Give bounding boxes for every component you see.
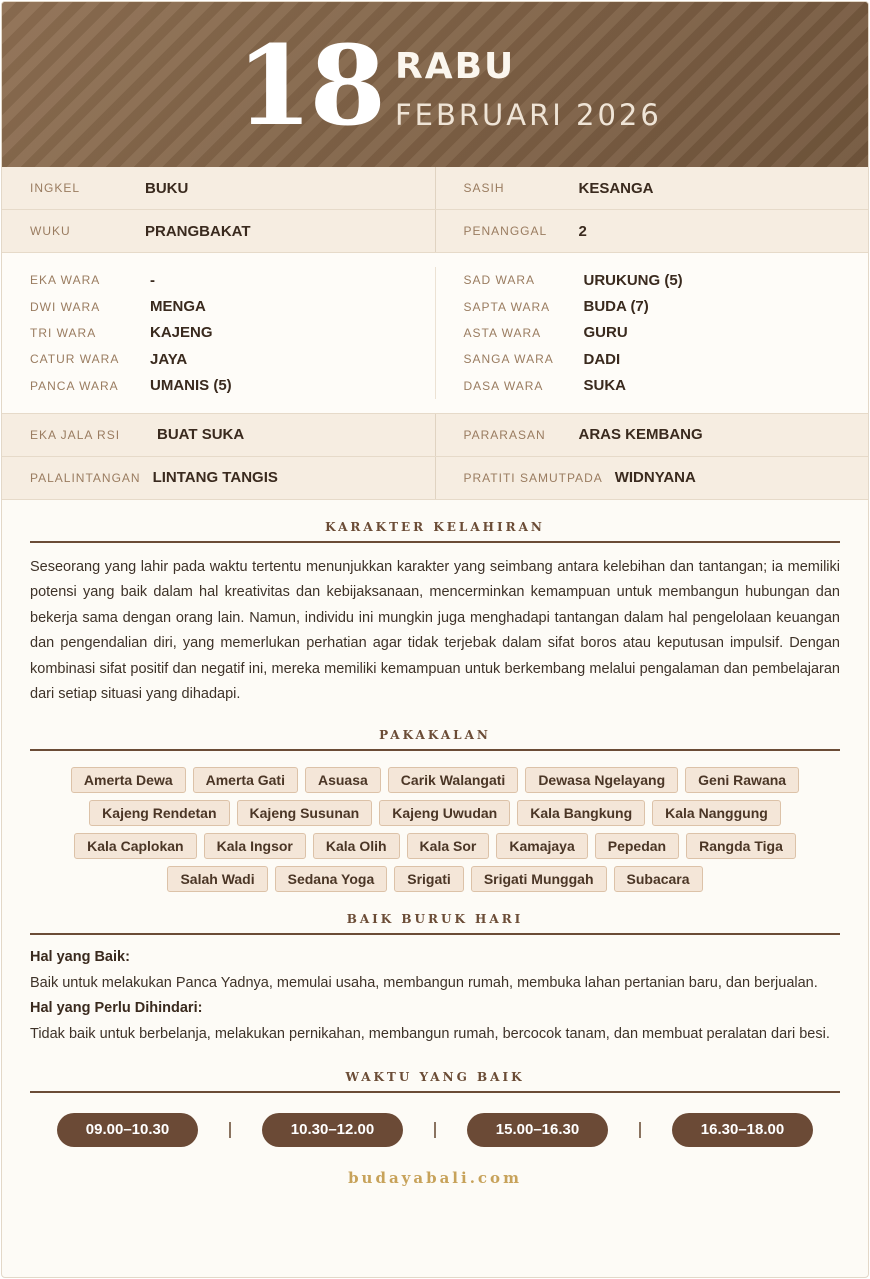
pakakalan-title: PAKAKALAN bbox=[30, 728, 840, 751]
pakakalan-tag: Kajeng Rendetan bbox=[89, 800, 229, 826]
wara-value: GURU bbox=[583, 324, 628, 342]
wara-value: SUKA bbox=[583, 377, 627, 395]
pakakalan-tag: Kamajaya bbox=[496, 833, 587, 859]
karakter-title: KARAKTER KELAHIRAN bbox=[30, 520, 840, 543]
info-label: PALALINTANGAN bbox=[30, 470, 141, 485]
pakakalan-tag: Pepedan bbox=[595, 833, 679, 859]
baik-buruk-title: BAIK BURUK HARI bbox=[30, 912, 840, 935]
wara-row bbox=[464, 373, 869, 399]
wara-label: EKA WARA bbox=[30, 273, 101, 288]
info-label: PARARASAN bbox=[463, 427, 546, 442]
info-label: EKA JALA RSI bbox=[30, 427, 121, 442]
wara-value: - bbox=[150, 271, 155, 289]
info-penanggal bbox=[435, 210, 869, 252]
wara-value: BUDA (7) bbox=[583, 298, 649, 316]
pakakalan-tag: Geni Rawana bbox=[685, 767, 799, 793]
pakakalan-tag: Amerta Gati bbox=[193, 767, 298, 793]
pakakalan-tag: Amerta Dewa bbox=[71, 767, 186, 793]
good-heading: Hal yang Baik: bbox=[30, 948, 130, 965]
info-value: 2 bbox=[578, 222, 587, 240]
wara-label: CATUR WARA bbox=[30, 352, 120, 367]
bad-text: Tidak baik untuk berbelanja, melakukan pernikahan, membangun rumah, bercocok tanam, dan membuat peralatan dari besi. bbox=[30, 1026, 830, 1043]
wara-label: DWI WARA bbox=[30, 299, 101, 314]
info-label: WUKU bbox=[30, 224, 71, 238]
wara-row bbox=[30, 293, 435, 319]
wara-value: UMANIS (5) bbox=[150, 377, 232, 395]
time-slot: 10.30–12.00 bbox=[262, 1113, 403, 1147]
calendar-card bbox=[1, 1, 869, 1278]
pakakalan-tag: Srigati bbox=[394, 866, 464, 892]
info-label: SASIH bbox=[463, 181, 505, 195]
info-value: BUKU bbox=[145, 179, 189, 197]
info-value: KESANGA bbox=[578, 179, 654, 197]
pakakalan-tag: Kala Olih bbox=[313, 833, 400, 859]
pakakalan-tag: Dewasa Ngelayang bbox=[525, 767, 678, 793]
pakakalan-tag: Asuasa bbox=[305, 767, 381, 793]
info-palalintangan bbox=[2, 457, 435, 499]
info-wuku bbox=[2, 210, 435, 252]
wara-label: SAD WARA bbox=[463, 273, 536, 288]
pakakalan-tag: Kala Sor bbox=[407, 833, 490, 859]
info-value: WIDNYANA bbox=[614, 469, 696, 487]
info-label: PRATITI SAMUTPADA bbox=[463, 470, 603, 485]
month-year: FEBRUARI 2026 bbox=[395, 98, 662, 132]
pakakalan-tags bbox=[32, 767, 838, 892]
time-slots bbox=[57, 1113, 813, 1147]
site-footer[interactable]: budayabali.com bbox=[348, 1168, 522, 1187]
info-pratiti-samutpada bbox=[435, 457, 869, 499]
wara-row bbox=[464, 267, 869, 293]
info-label: PENANGGAL bbox=[463, 224, 548, 238]
wara-label: SANGA WARA bbox=[463, 352, 554, 367]
waktu-title: WAKTU YANG BAIK bbox=[30, 1070, 840, 1093]
wara-value: KAJENG bbox=[150, 324, 213, 342]
pakakalan-tag: Kajeng Uwudan bbox=[379, 800, 510, 826]
wara-row bbox=[30, 373, 435, 399]
day-name: RABU bbox=[395, 46, 516, 87]
info-pararasan bbox=[435, 414, 869, 456]
info-value: ARAS KEMBANG bbox=[578, 426, 703, 444]
info-value: LINTANG TANGIS bbox=[152, 469, 278, 487]
pakakalan-tag: Kala Caplokan bbox=[74, 833, 196, 859]
pakakalan-tag: Rangda Tiga bbox=[686, 833, 796, 859]
wara-label: PANCA WARA bbox=[30, 378, 119, 393]
info-value: PRANGBAKAT bbox=[145, 222, 251, 240]
info-eka-jala-rsi bbox=[2, 414, 435, 456]
divider bbox=[434, 1122, 436, 1138]
wara-value: DADI bbox=[583, 350, 621, 368]
pakakalan-tag: Kala Bangkung bbox=[517, 800, 645, 826]
wara-value: JAYA bbox=[150, 350, 188, 368]
day-number: 18 bbox=[236, 21, 384, 150]
extra-row-2 bbox=[2, 457, 868, 500]
wara-table bbox=[2, 253, 868, 414]
karakter-text: Seseorang yang lahir pada waktu tertentu menunjukkan karakter yang seimbang antara kelebihan dan tantangan; ia memiliki potensi yang baik dalam hal kreativitas dan kebijaksanaan, mencerminkan kemampuan untuk membangun hubungan dan bekerja sama dengan orang lain. Namun, individu ini mungkin juga menghadapi tantangan dalam hal pengelolaan keuangan dan pengendalian diri, yang memerlukan perhatian agar tidak terjebak dalam sifat boros atau keputusan impulsif. Dengan kombinasi sifat positif dan negatif ini, mereka memiliki kemampuan untuk berkembang melalui pengalaman dan pembelajaran dari setiap situasi yang dihadapi. bbox=[30, 558, 840, 703]
info-value: BUAT SUKA bbox=[157, 426, 245, 444]
wara-value: URUKUNG (5) bbox=[583, 271, 683, 289]
pakakalan-tag: Sedana Yoga bbox=[275, 866, 388, 892]
pakakalan-tag: Kala Ingsor bbox=[204, 833, 306, 859]
pakakalan-tag: Carik Walangati bbox=[388, 767, 519, 793]
extra-row-1 bbox=[2, 414, 868, 457]
wara-label: ASTA WARA bbox=[463, 325, 542, 340]
bad-heading: Hal yang Perlu Dihindari: bbox=[30, 1000, 203, 1017]
wara-row bbox=[464, 320, 869, 346]
wara-row bbox=[30, 346, 435, 372]
wara-left-column bbox=[2, 267, 435, 399]
good-text: Baik untuk melakukan Panca Yadnya, memulai usaha, membangun rumah, membuka lahan pertanian baru, dan berjualan. bbox=[30, 974, 818, 991]
divider bbox=[229, 1122, 231, 1138]
wara-label: SAPTA WARA bbox=[463, 299, 551, 314]
wara-row bbox=[30, 267, 435, 293]
time-slot: 15.00–16.30 bbox=[467, 1113, 608, 1147]
pakakalan-tag: Kala Nanggung bbox=[652, 800, 781, 826]
wara-row bbox=[464, 293, 869, 319]
wara-label: TRI WARA bbox=[30, 325, 97, 340]
pakakalan-tag: Srigati Munggah bbox=[471, 866, 607, 892]
time-slot: 16.30–18.00 bbox=[672, 1113, 813, 1147]
info-sasih bbox=[435, 167, 869, 209]
wara-right-column bbox=[435, 267, 869, 399]
info-row-1 bbox=[2, 167, 868, 210]
wara-value: MENGA bbox=[150, 298, 206, 316]
wara-row bbox=[464, 346, 869, 372]
info-ingkel bbox=[2, 167, 435, 209]
time-slot: 09.00–10.30 bbox=[57, 1113, 198, 1147]
wara-label: DASA WARA bbox=[463, 378, 544, 393]
wara-row bbox=[30, 320, 435, 346]
info-row-2 bbox=[2, 210, 868, 253]
divider bbox=[639, 1122, 641, 1138]
pakakalan-tag: Kajeng Susunan bbox=[237, 800, 373, 826]
date-header bbox=[2, 2, 868, 167]
info-label: INGKEL bbox=[30, 181, 81, 195]
pakakalan-tag: Salah Wadi bbox=[167, 866, 267, 892]
pakakalan-tag: Subacara bbox=[614, 866, 703, 892]
